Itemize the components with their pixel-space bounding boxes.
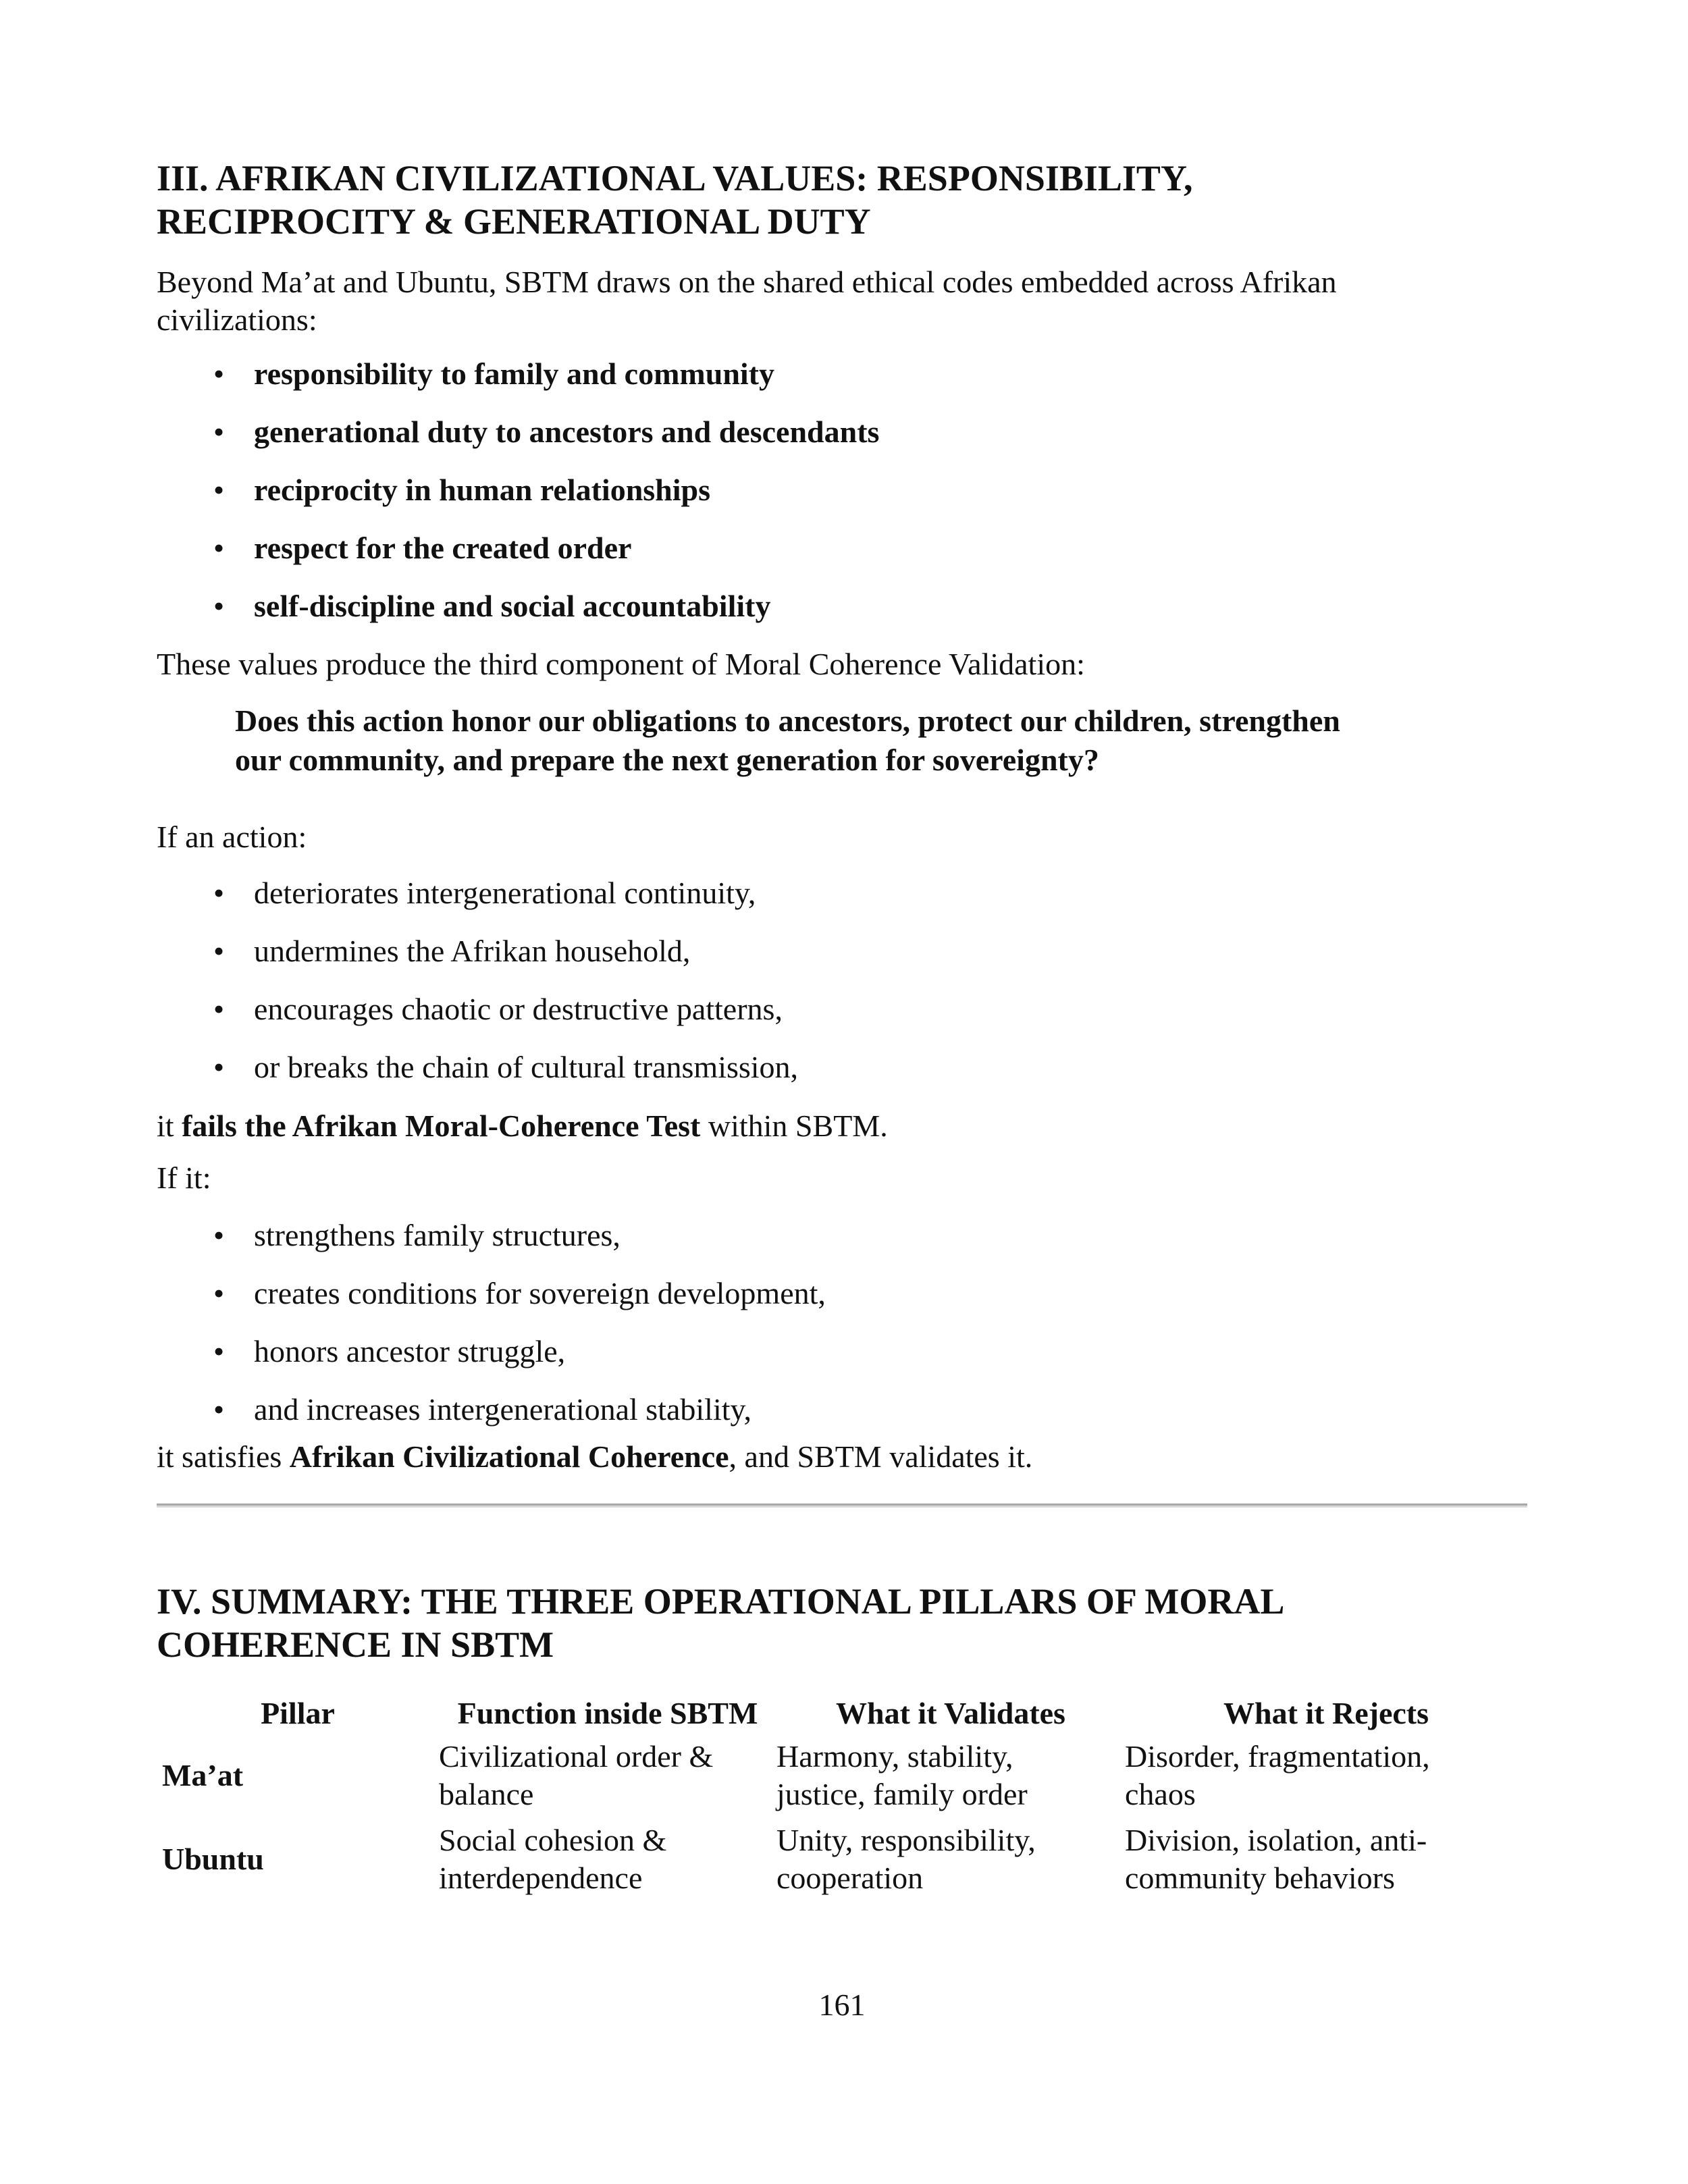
section-4-heading-line-1: IV. SUMMARY: THE THREE OPERATIONAL PILLARS OF MORAL — [157, 1581, 1285, 1622]
list-item: • respect for the created order — [157, 529, 879, 587]
pillar-validates: Unity, responsibility, cooperation — [776, 1823, 1036, 1895]
list-item: • self-discipline and social accountability — [157, 587, 879, 645]
pillar-name: Ma’at — [162, 1758, 244, 1792]
pillar-function: Civilizational order & balance — [439, 1739, 714, 1811]
table-row — [157, 1738, 1527, 1821]
section-4-heading — [157, 1580, 1527, 1666]
intro-line-2: civilizations: — [157, 302, 317, 337]
negative-conditions-list — [157, 874, 798, 1107]
if-it-label: If it: — [157, 1161, 211, 1195]
bullet-icon: • — [213, 934, 225, 968]
list-item: • strengthens family structures, — [157, 1217, 826, 1275]
page-number: 161 — [818, 1988, 866, 2022]
list-item: • undermines the Afrikan household, — [157, 932, 798, 990]
bullet-icon: • — [213, 415, 225, 449]
header-function: Function inside SBTM — [457, 1696, 758, 1730]
pillars-table — [157, 1695, 1527, 1905]
list-item: • honors ancestor struggle, — [157, 1333, 826, 1391]
section-3-heading — [157, 157, 1527, 243]
bullet-icon: • — [213, 356, 225, 391]
section-divider — [157, 1503, 1527, 1508]
bullet-icon: • — [213, 1218, 225, 1252]
list-item: • responsibility to family and community — [157, 355, 879, 413]
section-3-intro — [157, 263, 1337, 339]
values-list — [157, 355, 879, 645]
pass-statement: it satisfies Afrikan Civilizational Coherence, and SBTM validates it. — [157, 1439, 1033, 1474]
bullet-icon: • — [213, 589, 225, 623]
list-item: • reciprocity in human relationships — [157, 471, 879, 529]
bullet-icon: • — [213, 1050, 225, 1084]
list-item: • and increases intergenerational stability, — [157, 1391, 826, 1449]
fail-statement: it fails the Afrikan Moral-Coherence Test within SBTM. — [157, 1109, 888, 1143]
list-item: • generational duty to ancestors and descendants — [157, 413, 879, 471]
bullet-icon: • — [213, 1392, 225, 1427]
intro-line-1: Beyond Ma’at and Ubuntu, SBTM draws on the shared ethical codes embedded across Afrikan — [157, 265, 1337, 299]
table-header-row — [157, 1695, 1527, 1738]
pillar-name: Ubuntu — [162, 1842, 264, 1876]
list-item: • encourages chaotic or destructive patterns, — [157, 990, 798, 1048]
values-conclusion: These values produce the third component of Moral Coherence Validation: — [157, 647, 1085, 681]
pillar-rejects: Disorder, fragmentation, chaos — [1125, 1739, 1430, 1811]
bullet-icon: • — [213, 531, 225, 565]
list-item: • creates conditions for sovereign development, — [157, 1275, 826, 1333]
bullet-icon: • — [213, 876, 225, 910]
moral-coherence-question: Does this action honor our obligations to ancestors, protect our children, strengthen our community, and prepare the next generation for sovereignty? — [235, 703, 1340, 777]
header-rejects: What it Rejects — [1223, 1696, 1429, 1730]
positive-conditions-list — [157, 1217, 826, 1449]
section-3-heading-line-1: III. AFRIKAN CIVILIZATIONAL VALUES: RESPONSIBILITY, — [157, 158, 1193, 198]
section-3-heading-line-2: RECIPROCITY & GENERATIONAL DUTY — [157, 201, 871, 242]
section-4-heading-line-2: COHERENCE IN SBTM — [157, 1624, 554, 1665]
list-item: • or breaks the chain of cultural transmission, — [157, 1048, 798, 1107]
pillar-rejects: Division, isolation, anti- community behaviors — [1125, 1823, 1427, 1895]
if-an-action-label: If an action: — [157, 820, 307, 854]
bullet-icon: • — [213, 1276, 225, 1310]
list-item: • deteriorates intergenerational continuity, — [157, 874, 798, 932]
pillar-validates: Harmony, stability, justice, family order — [776, 1739, 1028, 1811]
header-pillar: Pillar — [261, 1696, 335, 1730]
table-row — [157, 1821, 1527, 1905]
header-validates: What it Validates — [836, 1696, 1065, 1730]
bullet-icon: • — [213, 1334, 225, 1368]
bullet-icon: • — [213, 992, 225, 1026]
pillar-function: Social cohesion & interdependence — [439, 1823, 667, 1895]
bullet-icon: • — [213, 473, 225, 507]
